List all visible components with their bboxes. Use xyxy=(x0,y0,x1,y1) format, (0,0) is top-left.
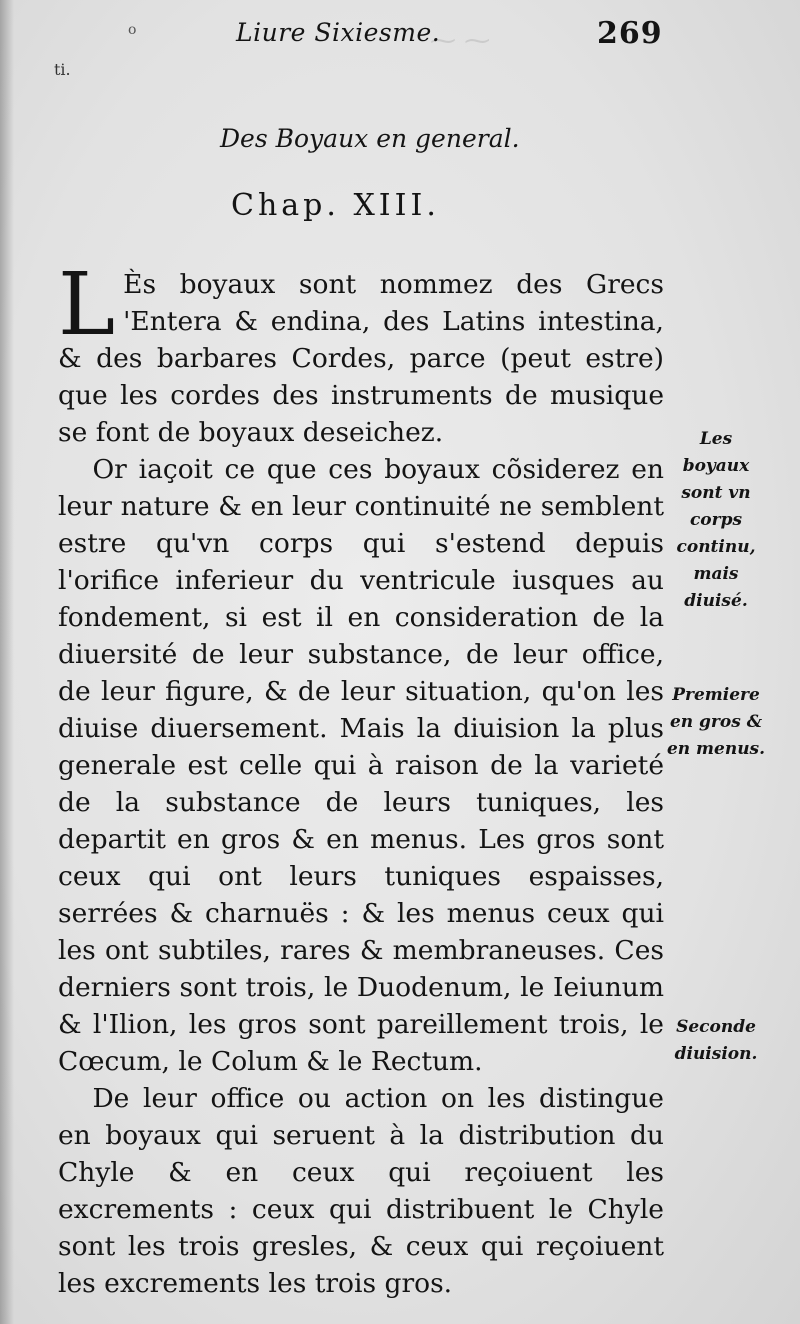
body-text xyxy=(58,255,664,1302)
paragraph-1 xyxy=(58,255,664,451)
section-title: Des Boyaux en general. xyxy=(220,124,520,153)
margin-note-1: Les boyaux sont vn corps continu, mais diuisé. xyxy=(676,429,756,611)
page-shadow xyxy=(0,0,14,1324)
paragraph-2 xyxy=(58,451,664,1080)
paragraph-text: De leur office ou action on les distingue en boyaux qui seruent à la distribution du Chyle & en ceux qui reçoiuent les excrements : ceux qui distribuent le Chyle sont les trois gresles, & ceux qui reçoiuent les excrements les trois gros. xyxy=(58,1083,664,1299)
margin-note-3: Seconde diuision. xyxy=(674,1017,758,1064)
paragraph-3 xyxy=(58,1080,664,1302)
chapter-heading: Chap. XIII. xyxy=(231,188,440,223)
drop-cap: L xyxy=(58,255,116,355)
page-number: 269 xyxy=(597,16,663,51)
margin-note-2: Premiere en gros & en menus. xyxy=(666,685,766,759)
paragraph-text: Or iaçoit ce que ces boyaux cõsiderez en leur nature & en leur continuité ne semblent estre qu'vn corps qui s'estend depuis l'orifice inferieur du ventricule iusques au fondement, si est il en consideration de la diuersité de leur substance, de leur office, de leur figure, & de leur situation, qu'on les diuise diuersement. Mais la diuision la plus generale est celle qui à raison de la varieté de la substance de leurs tuniques, les departit en gros & en menus. Les gros sont ceux qui ont leurs tuniques espaisses, serrées & charnuës : & les menus ceux qui les ont subtiles, rares & membraneuses. Ces derniers sont trois, le Duodenum, le Ieiunum & l'Ilion, les gros sont pareillement trois, le Cœcum, le Colum & le Rectum. xyxy=(58,454,664,1077)
running-header xyxy=(0,14,800,54)
show-through-ghost: ⁓ ⁓ xyxy=(430,26,491,56)
running-title: Liure Sixiesme. xyxy=(236,18,441,47)
header-ornament: o xyxy=(128,22,137,38)
paragraph-text: Ès boyaux sont nommez des Grecs 'Entera & endina, des Latins intestina, & des barbares Cordes, parce (peut estre) que les cordes des instruments de musique se font de boyaux deseichez. xyxy=(58,269,664,448)
stray-mark: ti. xyxy=(54,60,71,79)
